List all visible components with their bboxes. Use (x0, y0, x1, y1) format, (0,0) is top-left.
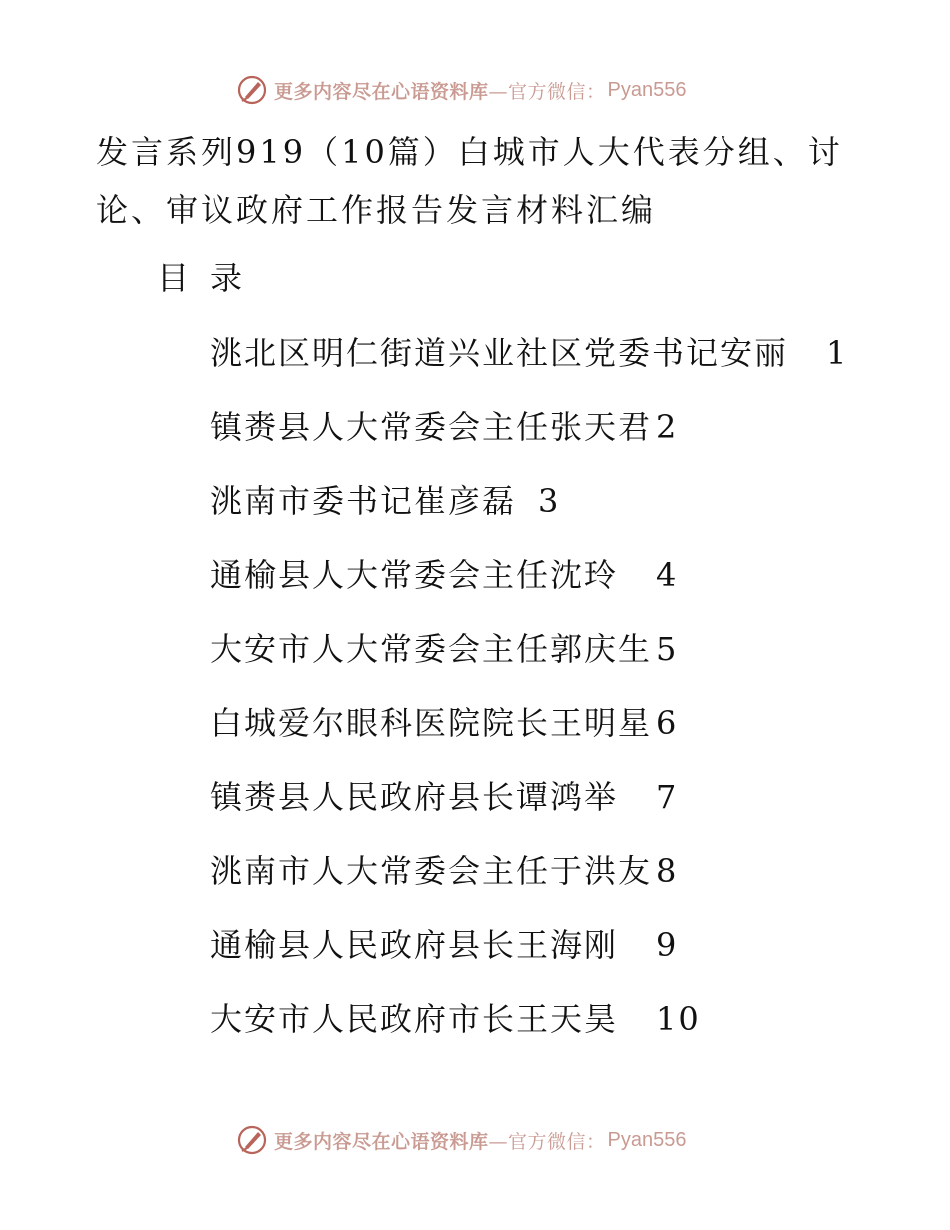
toc-entry (210, 919, 848, 993)
watermark-handle: Pyan556 (607, 1128, 687, 1151)
toc-entry-text: 镇赉县人大常委会主任张天君 (210, 408, 653, 446)
toc-entry-page: 5 (656, 630, 679, 668)
toc-entry-page: 1 (826, 334, 849, 372)
toc-entry-text: 白城爱尔眼科医院院长王明星 (210, 704, 653, 742)
watermark-banner-bottom (236, 1123, 687, 1157)
toc-entry (210, 327, 848, 401)
toc-entry-page: 2 (656, 408, 679, 446)
watermark-wechat-label: —官方微信： (488, 80, 606, 103)
watermark-slogan: 更多内容尽在心语资料库 (274, 1130, 489, 1153)
watermark-slogan: 更多内容尽在心语资料库 (274, 80, 489, 103)
toc-entry-text: 镇赉县人民政府县长谭鸿举 (210, 778, 619, 816)
toc-entry (210, 401, 848, 475)
toc-entry (210, 697, 848, 771)
quill-logo-icon (236, 74, 268, 106)
toc-entry (210, 475, 848, 549)
toc-entry-text: 大安市人大常委会主任郭庆生 (210, 630, 653, 668)
toc-entry-text: 洮南市人大常委会主任于洪友 (210, 852, 653, 890)
watermark-banner-top (236, 73, 687, 107)
toc-heading: 目录 (157, 259, 264, 297)
toc-entry-text: 洮北区明仁街道兴业社区党委书记安丽 (210, 334, 789, 372)
table-of-contents (210, 327, 848, 1067)
document-title: 发言系列919（10篇）白城市人大代表分组、讨论、审议政府工作报告发言材料汇编 (96, 133, 843, 229)
toc-entry-text: 洮南市委书记崔彦磊 (210, 482, 517, 520)
toc-entry-page: 10 (656, 1000, 701, 1038)
toc-entry-page: 7 (656, 778, 679, 816)
toc-entry-text: 大安市人民政府市长王天昊 (210, 1000, 619, 1038)
toc-entry (210, 771, 848, 845)
toc-entry-page: 6 (656, 704, 679, 742)
toc-entry-page: 4 (656, 556, 679, 594)
toc-entry (210, 549, 848, 623)
quill-logo-icon (236, 1124, 268, 1156)
watermark-handle: Pyan556 (607, 78, 687, 101)
toc-entry (210, 993, 848, 1067)
toc-entry-text: 通榆县人大常委会主任沈玲 (210, 556, 619, 594)
toc-entry-page: 8 (656, 852, 679, 890)
toc-entry (210, 623, 848, 697)
toc-entry-text: 通榆县人民政府县长王海刚 (210, 926, 619, 964)
toc-entry-page: 9 (656, 926, 679, 964)
toc-entry (210, 845, 848, 919)
watermark-wechat-label: —官方微信： (488, 1130, 606, 1153)
toc-entry-page: 3 (538, 482, 561, 520)
